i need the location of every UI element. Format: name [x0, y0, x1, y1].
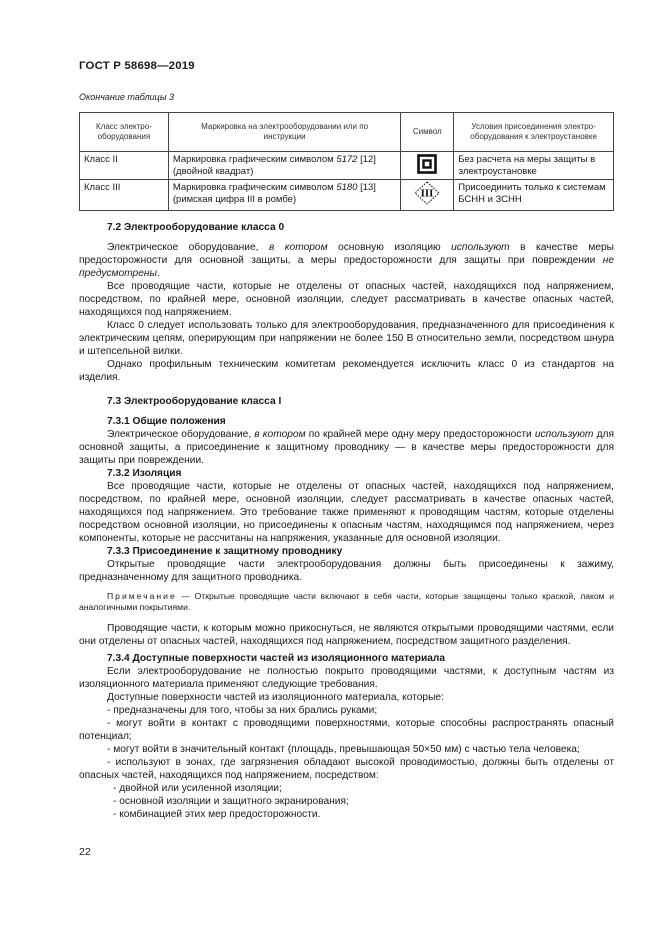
document-page	[79, 60, 614, 821]
roman-three-diamond-icon	[414, 181, 440, 205]
list-item: - используют в зонах, где загрязнения обладают высокой проводимостью, должны быть отделены от опасных частей, находящихся под напряжением, посредством:	[79, 756, 614, 781]
classes-table	[79, 112, 614, 211]
list-item: - могут войти в значительный контакт (площадь, превышающая 50×50 мм) с частью тела человека;	[107, 743, 580, 755]
paragraph: Электрическое оборудование, в котором по крайней мере одну меру предосторожности используют для основной защиты, а присоединение к защитному проводнику — в качестве меры предосторожности для защиты при повреждении.	[79, 428, 614, 466]
list-item: - основной изоляции и защитного экранирования;	[113, 795, 349, 807]
paragraph: Класс 0 следует использовать только для электрооборудования, предназначенного для присоединения к электрическим цепям, оперирующим при напряжении не более 150 В относительно земли, посредством шнура и штепсельной вилки.	[79, 319, 614, 357]
section-7-3-title: 7.3 Электрооборудование класса I	[107, 395, 282, 407]
paragraph: Открытые проводящие части электрооборудования должны быть присоединены к зажиму, предназначенному для защитного проводника.	[79, 558, 614, 583]
table-row	[80, 180, 614, 211]
paragraph: Доступные поверхности частей из изоляционного материала, которые:	[107, 691, 444, 703]
cell-symbol	[401, 180, 454, 211]
table-caption: Окончание таблицы 3	[79, 92, 174, 102]
paragraph: Однако профильным техническим комитетам рекомендуется исключить класс 0 из стандартов на изделия.	[79, 358, 614, 383]
section-7-2-title: 7.2 Электрооборудование класса 0	[107, 221, 285, 233]
list-item: - могут войти в контакт с проводящими поверхностями, которые способны распространять опасный потенциал;	[79, 717, 614, 742]
paragraph: Если электрооборудование не полностью покрыто проводящими частями, к доступным частям из изоляционного материала применяют следующие требования.	[79, 665, 614, 690]
cell-marking: Маркировка графическим символом 5180 [13] (римская цифра III в ромбе)	[168, 180, 400, 211]
list-item: - предназначены для того, чтобы за них брались руками;	[107, 704, 378, 716]
paragraph: Проводящие части, к которым можно прикоснуться, не являются открытыми проводящими частями, если они отделены от опасных частей, находящихся под напряжением, посредством защитного разделения.	[79, 622, 614, 647]
page-number: 22	[79, 846, 91, 858]
cell-class: Класс III	[80, 180, 169, 211]
col-header-class: Класс электро- оборудования	[80, 113, 169, 152]
col-header-conditions: Условия присоединения электро- оборудования к электроустановке	[454, 113, 614, 152]
cell-class: Класс II	[80, 152, 169, 180]
paragraph: Электрическое оборудование, в котором основную изоляцию используют в качестве меры предосторожности для основной защиты, а меры предосторожности для защиты при повреждении не предусмотрены.	[79, 241, 614, 279]
list-item: - двойной или усиленной изоляции;	[113, 782, 282, 794]
cell-conditions: Присоединить только к системам БСНН и ЗСНН	[454, 180, 614, 211]
double-square-icon	[417, 154, 437, 174]
section-7-3-3-title: 7.3.3 Присоединение к защитному проводнику	[107, 545, 343, 557]
section-7-3-4-title: 7.3.4 Доступные поверхности частей из изоляционного материала	[107, 652, 446, 664]
col-header-symbol: Символ	[401, 113, 454, 152]
list-item: - комбинацией этих мер предосторожности.	[113, 808, 321, 820]
table-header-row	[80, 113, 614, 152]
cell-conditions: Без расчета на меры защиты в электроустановке	[454, 152, 614, 180]
section-7-3-1-title: 7.3.1 Общие положения	[107, 415, 226, 427]
col-header-marking: Маркировка на электрооборудовании или по инструкции	[168, 113, 400, 152]
section-7-3-2-title: 7.3.2 Изоляция	[107, 467, 182, 479]
cell-marking: Маркировка графическим символом 5172 [12] (двойной квадрат)	[168, 152, 400, 180]
paragraph: Все проводящие части, которые не отделены от опасных частей, находящихся под напряжением, посредством, по крайней мере, основной изоляции, следует рассматривать в качестве опасных частей, находящихся под напряжением.	[79, 280, 614, 318]
note: Примечание — Открытые проводящие части включают в себя части, которые защищены только краской, лаком и аналогичными покрытиями.	[79, 590, 614, 612]
cell-symbol	[401, 152, 454, 180]
paragraph: Все проводящие части, которые не отделены от опасных частей, находящихся под напряжением, посредством, по крайней мере, основной изоляции, следует рассматривать в качестве опасных частей, находящихся под напряжением. Это требование также применяют к проводящим частям, которые отделены посредством основной изоляции, но присоединены к опасным частям, находящимся под напряжением, через компоненты, которые не рассчитаны на напряжения, указанные для основной изоляции.	[79, 480, 614, 544]
table-row	[80, 152, 614, 180]
standard-header: ГОСТ Р 58698—2019	[79, 60, 195, 72]
svg-text:III: III	[420, 189, 434, 200]
